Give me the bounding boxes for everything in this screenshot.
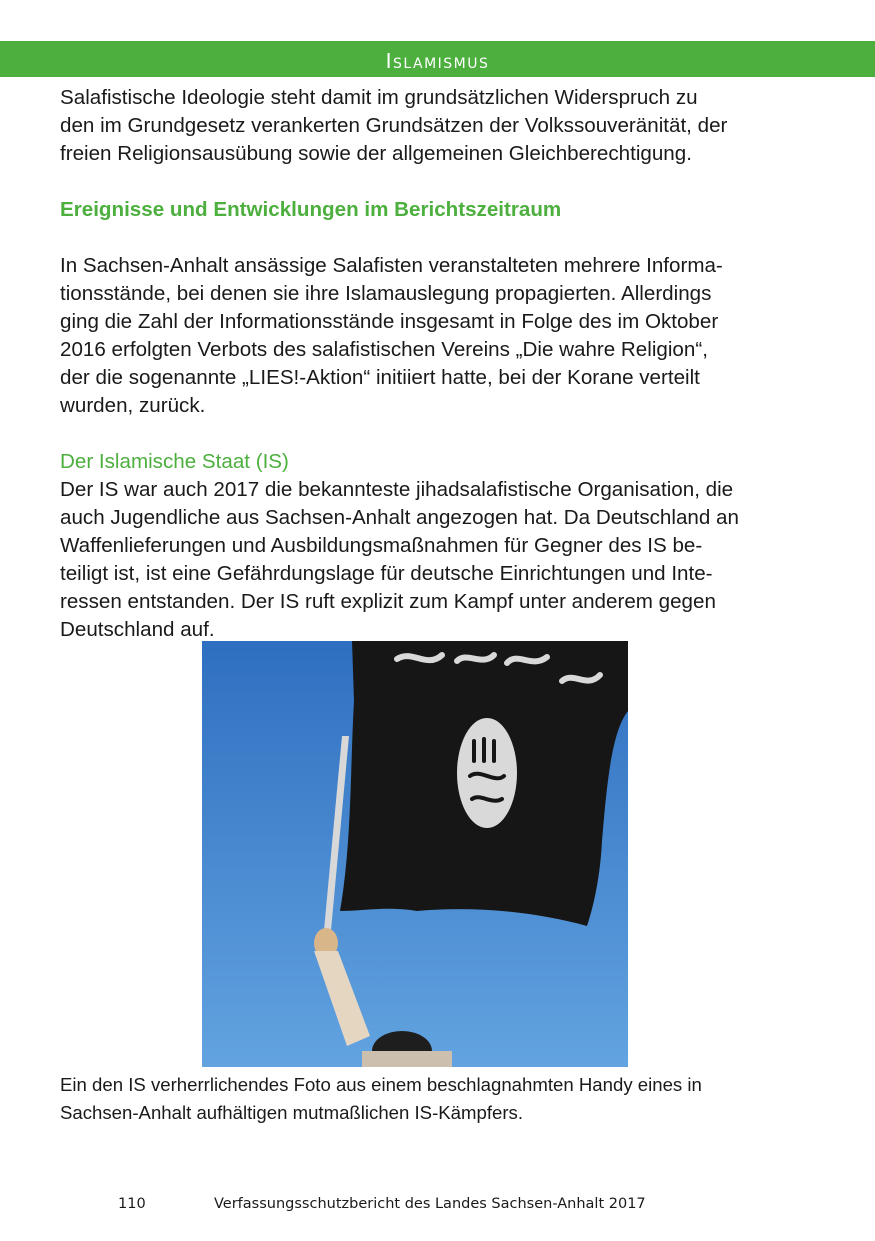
- page-content: [60, 84, 830, 644]
- events-paragraph: In Sachsen-Anhalt ansässige Salafisten veranstalteten mehrere Informa- tionsstände, bei denen sie ihre Islamauslegung propagierten. Allerdings ging die Zahl der Informationsstände insgesamt in Folge des im Oktober 2016 erfolgten Verbots des salafistischen Vereins „Die wahre Religion“, der die sogenannte „LIES!-Aktion“ initiiert hatte, bei der Korane verteilt wurden, zurück.: [60, 254, 723, 417]
- page-number: 110: [118, 1196, 146, 1212]
- figure-caption: Ein den IS verherrlichendes Foto aus einem beschlagnahmten Handy eines in Sachsen-Anhalt aufhältigen mutmaßlichen IS-Kämpfers.: [60, 1074, 702, 1123]
- is-paragraph: Der IS war auch 2017 die bekannteste jihadsalafistische Organisation, die auch Jugendliche aus Sachsen-Anhalt angezogen hat. Da Deutschland an Waffenlieferungen und Ausbildungsmaßnahmen für Gegner des IS be- teiligt ist, ist eine Gefährdungslage für deutsche Einrichtungen und Inte- ressen entstanden. Der IS ruft explizit zum Kampf unter anderem gegen Deutschland auf.: [60, 478, 739, 641]
- intro-paragraph: Salafistische Ideologie steht damit im grundsätzlichen Widerspruch zu den im Grundgesetz verankerten Grundsätzen der Volkssouveränität, der freien Religionsausübung sowie der allgemeinen Gleichberechtigung.: [60, 86, 728, 165]
- publication-title: Verfassungsschutzbericht des Landes Sachsen-Anhalt 2017: [214, 1196, 646, 1212]
- chapter-title: Islamismus: [385, 49, 490, 73]
- person-body: [362, 1051, 452, 1067]
- flag-emblem: [457, 718, 517, 828]
- page-footer: [0, 1196, 875, 1218]
- section-heading: Ereignisse und Entwicklungen im Berichtszeitraum: [60, 198, 562, 221]
- subheading-islamic-state: Der Islamische Staat (IS): [60, 450, 289, 473]
- flag-photo: [202, 641, 628, 1067]
- chapter-header-bar: [0, 41, 875, 77]
